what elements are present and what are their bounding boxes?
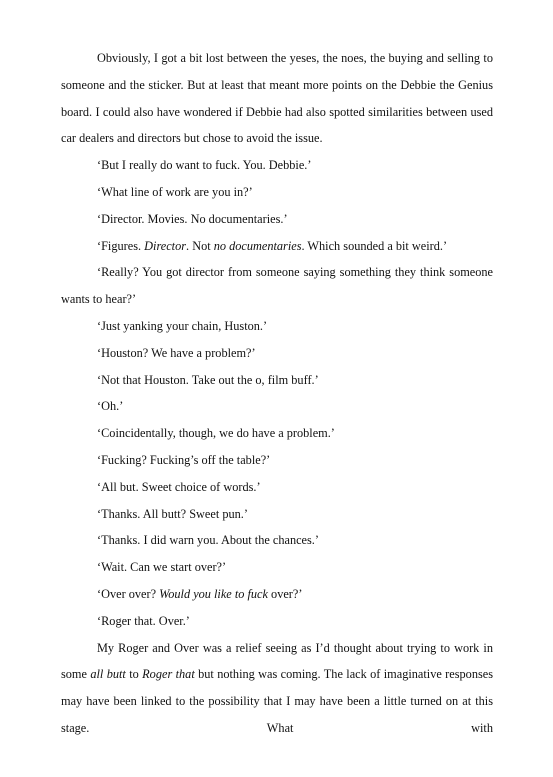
paragraph-7 xyxy=(61,313,493,340)
italic-segment: Would you like to fuck xyxy=(159,586,268,601)
paragraph-17 xyxy=(61,581,493,608)
paragraph-1 xyxy=(61,45,493,152)
italic-segment: no documentaries xyxy=(213,238,302,253)
paragraph-10 xyxy=(61,393,493,420)
text-segment: ‘What line of work are you in?’ xyxy=(97,184,253,199)
text-segment: . Not xyxy=(186,238,214,253)
paragraph-15 xyxy=(61,527,493,554)
text-segment: ‘Not that Houston. Take out the o, film buff.’ xyxy=(97,372,319,387)
text-segment: ‘Oh.’ xyxy=(97,399,124,414)
paragraph-5 xyxy=(61,233,493,260)
text-segment: ‘Houston? We have a problem?’ xyxy=(97,345,256,360)
text-segment: ‘Fucking? Fucking’s off the table?’ xyxy=(97,452,271,467)
paragraph-4 xyxy=(61,206,493,233)
text-segment: ‘Over over? xyxy=(97,586,160,601)
document-page xyxy=(61,45,493,742)
text-segment: My Roger and Over was a relief seeing as I’d thought about trying to work in some xyxy=(61,640,493,682)
text-segment: ‘But I really do want to fuck. You. Debbie.’ xyxy=(97,158,312,173)
text-segment: ‘Roger that. Over.’ xyxy=(97,613,190,628)
paragraph-2 xyxy=(61,152,493,179)
text-segment: ‘Coincidentally, though, we do have a problem.’ xyxy=(97,426,335,441)
paragraph-13 xyxy=(61,474,493,501)
text-segment: ‘Wait. Can we start over?’ xyxy=(97,560,227,575)
text-segment: to xyxy=(125,667,143,682)
text-segment: Obviously, I got a bit lost between the yeses, the noes, the buying and selling to someone and the sticker. But at least that meant more points on the Debbie the Genius board. I could also have wondered if Debbie had also spotted similarities between used car dealers and directors but chose to avoid the issue. xyxy=(61,51,493,146)
text-segment: ‘Thanks. All butt? Sweet pun.’ xyxy=(97,506,248,521)
text-segment: but nothing was coming. The lack of imaginative responses may have been linked to the possibility that I may have been a little turned on at this stage. What with xyxy=(61,667,493,735)
paragraph-11 xyxy=(61,420,493,447)
paragraph-12 xyxy=(61,447,493,474)
text-segment: ‘Just yanking your chain, Huston.’ xyxy=(97,318,268,333)
text-segment: ‘Thanks. I did warn you. About the chances.’ xyxy=(97,533,319,548)
paragraph-3 xyxy=(61,179,493,206)
italic-segment: Roger that xyxy=(142,667,195,682)
text-segment: . Which sounded a bit weird.’ xyxy=(301,238,448,253)
paragraph-9 xyxy=(61,367,493,394)
paragraph-18 xyxy=(61,608,493,635)
text-segment: ‘All but. Sweet choice of words.’ xyxy=(97,479,261,494)
paragraph-16 xyxy=(61,554,493,581)
paragraph-8 xyxy=(61,340,493,367)
italic-segment: Director xyxy=(144,238,187,253)
paragraph-19 xyxy=(61,635,493,742)
text-segment: ‘Figures. xyxy=(97,238,145,253)
italic-segment: all butt xyxy=(90,667,126,682)
text-segment: ‘Really? You got director from someone saying something they think someone wants to hear?’ xyxy=(61,265,493,307)
text-segment: ‘Director. Movies. No documentaries.’ xyxy=(97,211,288,226)
paragraph-14 xyxy=(61,501,493,528)
text-segment: over?’ xyxy=(267,586,303,601)
paragraph-6 xyxy=(61,259,493,313)
